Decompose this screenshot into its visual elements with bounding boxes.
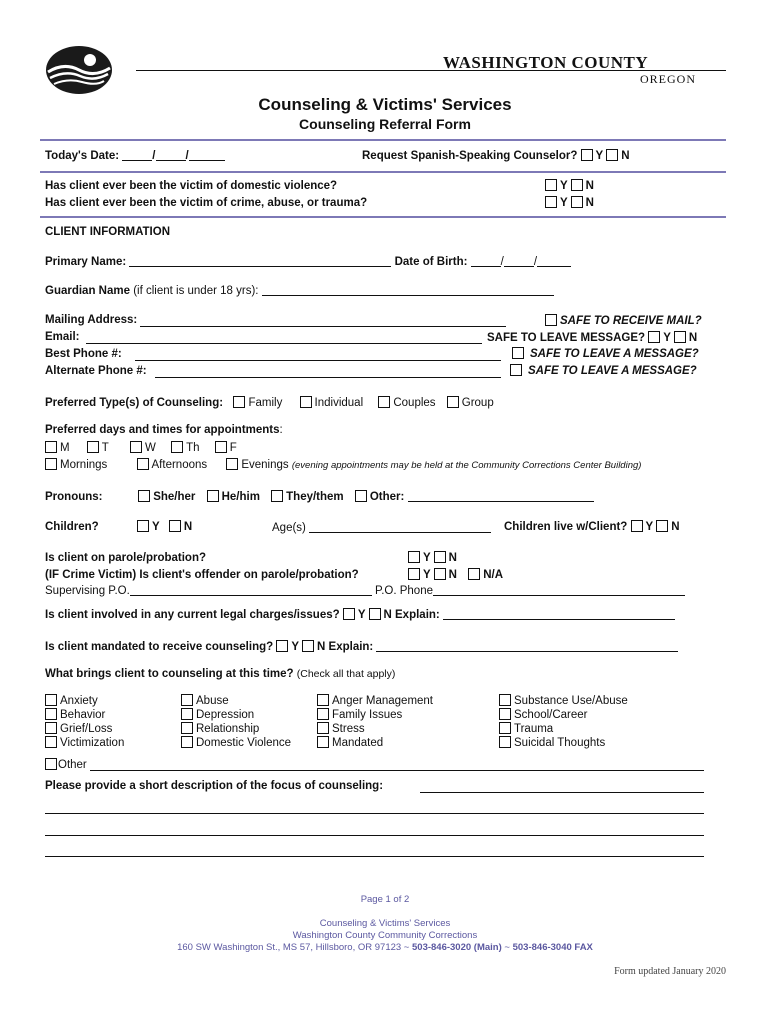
concern-item: School/Career <box>499 708 628 722</box>
best-phone-field[interactable] <box>135 360 501 361</box>
dv-checkboxes: Y N <box>545 179 594 192</box>
children-checkboxes: Y N <box>137 520 192 533</box>
client-info-heading: CLIENT INFORMATION <box>45 226 170 238</box>
concerns-col-3 <box>317 694 433 750</box>
legal-no-checkbox[interactable] <box>369 608 381 620</box>
concern-item: Depression <box>181 708 291 722</box>
pronoun-other-checkbox[interactable] <box>355 490 367 502</box>
date-month-field[interactable] <box>122 149 152 161</box>
date-day-field[interactable] <box>156 149 186 161</box>
pronouns-row: Pronouns: She/her He/him They/them Other: <box>45 490 594 503</box>
type-family-checkbox[interactable] <box>233 396 245 408</box>
todays-date-row: Today's Date: / / <box>45 149 225 162</box>
safe-leave-row: SAFE TO LEAVE MESSAGE? Y N <box>487 332 698 344</box>
alt-phone-label: Alternate Phone #: <box>45 365 147 377</box>
concern-item: Behavior <box>45 708 124 722</box>
date-year-field[interactable] <box>189 149 225 161</box>
mailing-label: Mailing Address: <box>45 314 138 326</box>
legal-explain-field[interactable] <box>443 608 675 620</box>
description-label: Please provide a short description of the focus of counseling: <box>45 780 384 792</box>
po-field[interactable] <box>130 584 372 596</box>
counseling-types-row: Preferred Type(s) of Counseling: Family Individual Couples Group <box>45 397 494 409</box>
concern-item: Anxiety <box>45 694 124 708</box>
safe-leave-yes-checkbox[interactable] <box>648 331 660 343</box>
county-logo <box>44 44 114 96</box>
org-state: OREGON <box>640 72 696 86</box>
concern-other-checkbox[interactable] <box>45 758 57 770</box>
appointment-days-row: M T W Th F <box>45 441 237 454</box>
mornings-checkbox[interactable] <box>45 458 57 470</box>
concern-abuse-checkbox[interactable] <box>181 694 193 706</box>
brings-question-row: What brings client to counseling at this time? (Check all that apply) <box>45 668 396 680</box>
dob-year-field[interactable] <box>537 255 571 267</box>
offender-na-checkbox[interactable] <box>468 568 480 580</box>
safe-mail-row: SAFE TO RECEIVE MAIL? <box>545 314 702 327</box>
concern-trauma-checkbox[interactable] <box>499 722 511 734</box>
best-phone-label: Best Phone #: <box>45 348 122 360</box>
type-group-checkbox[interactable] <box>447 396 459 408</box>
children-yes-checkbox[interactable] <box>137 520 149 532</box>
pronoun-they-checkbox[interactable] <box>271 490 283 502</box>
day-th-checkbox[interactable] <box>171 441 183 453</box>
alt-phone-safe-row: SAFE TO LEAVE A MESSAGE? <box>510 364 697 377</box>
concern-item: Relationship <box>181 722 291 736</box>
pronoun-other-field[interactable] <box>408 490 594 502</box>
concern-school-checkbox[interactable] <box>499 708 511 720</box>
concern-item: Domestic Violence <box>181 736 291 750</box>
ages-row: Age(s) <box>272 521 491 534</box>
concern-item: Mandated <box>317 736 433 750</box>
spanish-yes-checkbox[interactable] <box>581 149 593 161</box>
day-m-checkbox[interactable] <box>45 441 57 453</box>
spanish-no-checkbox[interactable] <box>606 149 618 161</box>
appointment-days-label: Preferred days and times for appointments: <box>45 424 283 436</box>
form-subtitle: Counseling Referral Form <box>299 116 471 132</box>
footer-line-2: Washington County Community Corrections <box>292 930 478 941</box>
offender-no-checkbox[interactable] <box>434 568 446 580</box>
dv-no-checkbox[interactable] <box>571 179 583 191</box>
safe-mail-checkbox[interactable] <box>545 314 557 326</box>
dob-label: Date of Birth: <box>394 256 468 268</box>
concern-item: Stress <box>317 722 433 736</box>
form-title: Counseling & Victims' Services <box>258 95 512 114</box>
dob-day-field[interactable] <box>504 255 534 267</box>
concern-item: Abuse <box>181 694 291 708</box>
guardian-field[interactable] <box>262 284 554 296</box>
concern-victimization-checkbox[interactable] <box>45 736 57 748</box>
mailing-field[interactable] <box>140 326 506 327</box>
crime-checkboxes: Y N <box>545 196 594 209</box>
concerns-col-2 <box>181 694 291 750</box>
concern-item: Trauma <box>499 722 628 736</box>
children-live-no-checkbox[interactable] <box>656 520 668 532</box>
alt-phone-field[interactable] <box>155 377 501 378</box>
spanish-counselor-row: Request Spanish-Speaking Counselor? Y N <box>362 150 630 162</box>
evenings-note: (evening appointments may be held at the Community Corrections Center Building) <box>291 460 642 471</box>
other-field[interactable] <box>90 770 704 771</box>
type-individual-checkbox[interactable] <box>300 396 312 408</box>
mandated-yes-checkbox[interactable] <box>276 640 288 652</box>
guardian-label: Guardian Name <box>45 285 130 297</box>
concern-dv-checkbox[interactable] <box>181 736 193 748</box>
todays-date-label: Today's Date: <box>45 150 120 162</box>
email-label: Email: <box>45 331 80 343</box>
children-label: Children? <box>45 521 99 533</box>
org-name: WASHINGTON COUNTY <box>443 53 649 72</box>
evenings-checkbox[interactable] <box>226 458 238 470</box>
pronoun-she-checkbox[interactable] <box>138 490 150 502</box>
mandated-no-checkbox[interactable] <box>302 640 314 652</box>
type-couples-checkbox[interactable] <box>378 396 390 408</box>
best-phone-safe-row: SAFE TO LEAVE A MESSAGE? <box>512 347 699 360</box>
best-phone-safe-checkbox[interactable] <box>512 347 524 359</box>
description-field-4[interactable] <box>45 856 704 857</box>
ages-field[interactable] <box>309 521 491 533</box>
parole-question: Is client on parole/probation? <box>45 552 207 564</box>
concern-family-checkbox[interactable] <box>317 708 329 720</box>
concern-behavior-checkbox[interactable] <box>45 708 57 720</box>
offender-parole-checkboxes: Y N N/A <box>408 568 503 581</box>
concern-mandated-checkbox[interactable] <box>317 736 329 748</box>
offender-parole-question: (IF Crime Victim) Is client's offender on parole/probation? <box>45 569 359 581</box>
appointment-times-row: Mornings Afternoons Evenings (evening appointments may be held at the Community Corrections Center Building) <box>45 458 641 471</box>
guardian-note: (if client is under 18 yrs): <box>133 285 259 297</box>
concern-anger-checkbox[interactable] <box>317 694 329 706</box>
parole-yes-checkbox[interactable] <box>408 551 420 563</box>
safe-leave-no-checkbox[interactable] <box>674 331 686 343</box>
children-live-row: Children live w/Client? Y N <box>504 521 680 533</box>
concern-anxiety-checkbox[interactable] <box>45 694 57 706</box>
other-row: Other <box>45 758 87 771</box>
day-f-checkbox[interactable] <box>215 441 227 453</box>
crime-yes-checkbox[interactable] <box>545 196 557 208</box>
concern-relationship-checkbox[interactable] <box>181 722 193 734</box>
alt-phone-safe-checkbox[interactable] <box>510 364 522 376</box>
mandated-row: Is client mandated to receive counseling? Y N Explain: <box>45 640 678 653</box>
mandated-explain-field[interactable] <box>376 640 678 652</box>
concern-item: Suicidal Thoughts <box>499 736 628 750</box>
children-no-checkbox[interactable] <box>169 520 181 532</box>
parole-no-checkbox[interactable] <box>434 551 446 563</box>
concern-substance-checkbox[interactable] <box>499 694 511 706</box>
description-field-3[interactable] <box>45 835 704 836</box>
dv-question: Has client ever been the victim of domestic violence? <box>45 180 338 192</box>
description-field-2[interactable] <box>45 813 704 814</box>
day-t-checkbox[interactable] <box>87 441 99 453</box>
parole-checkboxes: Y N <box>408 551 457 564</box>
concern-item: Substance Use/Abuse <box>499 694 628 708</box>
day-w-checkbox[interactable] <box>130 441 142 453</box>
afternoons-checkbox[interactable] <box>137 458 149 470</box>
types-label: Preferred Type(s) of Counseling: <box>45 397 224 409</box>
crime-no-checkbox[interactable] <box>571 196 583 208</box>
po-row: Supervising P.O. P.O. Phone <box>45 584 685 597</box>
concern-item: Family Issues <box>317 708 433 722</box>
concern-stress-checkbox[interactable] <box>317 722 329 734</box>
concern-item: Grief/Loss <box>45 722 124 736</box>
dv-yes-checkbox[interactable] <box>545 179 557 191</box>
primary-name-row: Primary Name: Date of Birth: / / <box>45 255 571 268</box>
offender-yes-checkbox[interactable] <box>408 568 420 580</box>
concerns-col-1 <box>45 694 124 750</box>
pronoun-he-checkbox[interactable] <box>207 490 219 502</box>
description-field-1[interactable] <box>420 792 704 793</box>
spanish-label: Request Spanish-Speaking Counselor? <box>362 150 578 162</box>
legal-row: Is client involved in any current legal charges/issues? Y N Explain: <box>45 608 675 621</box>
concern-item: Victimization <box>45 736 124 750</box>
footer-address-row: 160 SW Washington St., MS 57, Hillsboro, OR 97123 ~ 503-846-3020 (Main) ~ 503-846-3040 FAX <box>177 942 593 953</box>
page-number: Page 1 of 2 <box>360 894 410 905</box>
po-phone-field[interactable] <box>433 584 685 596</box>
primary-name-label: Primary Name: <box>45 256 127 268</box>
concern-depression-checkbox[interactable] <box>181 708 193 720</box>
dob-month-field[interactable] <box>471 255 501 267</box>
concerns-col-4 <box>499 694 628 750</box>
concern-suicidal-checkbox[interactable] <box>499 736 511 748</box>
legal-yes-checkbox[interactable] <box>343 608 355 620</box>
concern-item: Anger Management <box>317 694 433 708</box>
footer-line-1: Counseling & Victims' Services <box>319 918 451 929</box>
form-updated-note: Form updated January 2020 <box>614 966 726 977</box>
concern-grief-checkbox[interactable] <box>45 722 57 734</box>
guardian-row <box>45 284 554 297</box>
crime-question: Has client ever been the victim of crime, abuse, or trauma? <box>45 197 368 209</box>
email-field[interactable] <box>86 343 482 344</box>
children-live-yes-checkbox[interactable] <box>631 520 643 532</box>
primary-name-field[interactable] <box>129 255 391 267</box>
